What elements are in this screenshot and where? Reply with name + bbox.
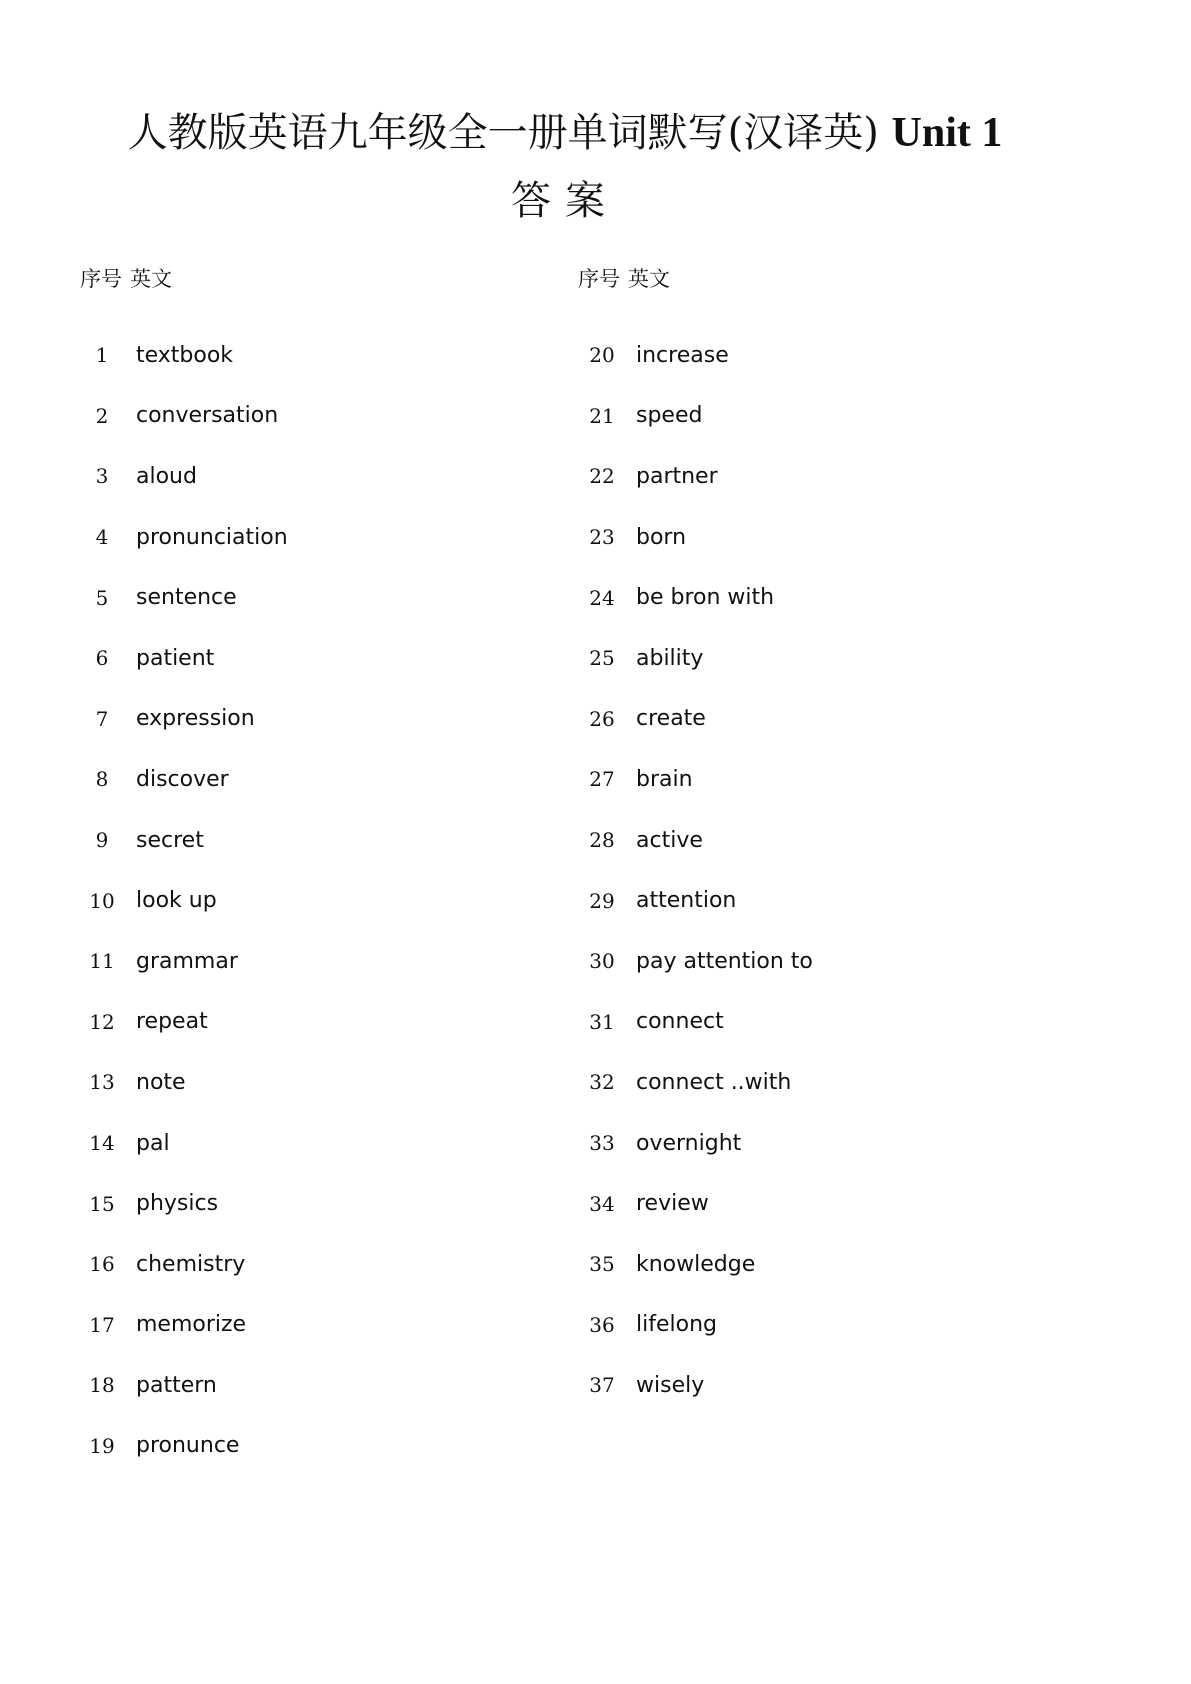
- word-row: [80, 810, 288, 871]
- english-word: pronunce: [136, 1433, 240, 1459]
- item-number: 20: [589, 343, 615, 368]
- item-number: 24: [589, 585, 615, 610]
- english-word: aloud: [136, 463, 197, 489]
- english-word: increase: [636, 342, 729, 368]
- word-row: [580, 1052, 813, 1113]
- word-row: [580, 810, 813, 871]
- item-number: 28: [589, 828, 615, 853]
- english-word: pal: [136, 1130, 170, 1156]
- english-word: attention: [636, 888, 737, 914]
- english-word: discover: [136, 766, 229, 792]
- english-word: sentence: [136, 585, 237, 611]
- english-word: knowledge: [636, 1251, 756, 1277]
- word-row: [80, 386, 288, 447]
- word-row: [580, 689, 813, 750]
- word-row: [580, 446, 813, 507]
- item-number: 9: [95, 828, 109, 853]
- item-number: 36: [589, 1312, 615, 1337]
- word-row: [80, 1355, 288, 1416]
- item-number: 26: [589, 706, 615, 731]
- header-number: 序号: [80, 267, 122, 291]
- left-word-list: [80, 325, 288, 1476]
- header-english: 英文: [628, 267, 670, 291]
- word-row: [580, 507, 813, 568]
- word-row: [80, 1113, 288, 1174]
- item-number: 25: [589, 646, 615, 671]
- english-word: repeat: [136, 1009, 208, 1035]
- english-word: ability: [636, 645, 704, 671]
- item-number: 16: [89, 1252, 115, 1277]
- item-number: 14: [89, 1131, 115, 1156]
- item-number: 8: [95, 767, 109, 792]
- english-word: connect: [636, 1009, 724, 1035]
- english-word: patient: [136, 645, 215, 671]
- word-row: [80, 507, 288, 568]
- item-number: 18: [89, 1373, 115, 1398]
- english-word: partner: [636, 463, 718, 489]
- page-subtitle: 答案: [511, 178, 619, 224]
- item-number: 35: [589, 1252, 615, 1277]
- word-row: [580, 931, 813, 992]
- word-row: [580, 386, 813, 447]
- item-number: 15: [89, 1191, 115, 1216]
- word-row: [80, 628, 288, 689]
- item-number: 10: [89, 888, 115, 913]
- word-row: [580, 567, 813, 628]
- right-word-list: [580, 325, 813, 1416]
- item-number: 2: [95, 403, 109, 428]
- item-number: 30: [589, 949, 615, 974]
- word-row: [80, 931, 288, 992]
- item-number: 27: [589, 767, 615, 792]
- english-word: expression: [136, 706, 255, 732]
- english-word: create: [636, 706, 706, 732]
- english-word: pronunciation: [136, 524, 288, 550]
- word-row: [580, 325, 813, 386]
- item-number: 33: [589, 1131, 615, 1156]
- item-number: 19: [89, 1433, 115, 1458]
- english-word: review: [636, 1191, 709, 1217]
- english-word: note: [136, 1069, 186, 1095]
- english-word: overnight: [636, 1130, 742, 1156]
- word-row: [580, 1173, 813, 1234]
- word-row: [80, 1416, 288, 1477]
- word-row: [80, 1295, 288, 1356]
- word-row: [580, 992, 813, 1053]
- word-row: [80, 749, 288, 810]
- english-word: conversation: [136, 403, 279, 429]
- item-number: 21: [589, 403, 615, 428]
- word-row: [580, 1355, 813, 1416]
- title-unit: Unit 1: [891, 110, 1003, 156]
- english-word: connect ..with: [636, 1069, 792, 1095]
- item-number: 34: [589, 1191, 615, 1216]
- english-word: wisely: [636, 1372, 705, 1398]
- english-word: lifelong: [636, 1312, 717, 1338]
- word-row: [80, 567, 288, 628]
- title-main: 人教版英语九年级全一册单词默写(汉译英): [127, 110, 879, 156]
- header-english: 英文: [130, 267, 172, 291]
- word-row: [580, 870, 813, 931]
- word-row: [580, 1113, 813, 1174]
- english-word: brain: [636, 766, 693, 792]
- word-row: [580, 1234, 813, 1295]
- english-word: speed: [636, 403, 703, 429]
- word-row: [580, 628, 813, 689]
- item-number: 13: [89, 1070, 115, 1095]
- english-word: be bron with: [636, 585, 775, 611]
- item-number: 1: [95, 343, 109, 368]
- item-number: 12: [89, 1009, 115, 1034]
- word-row: [80, 325, 288, 386]
- item-number: 29: [589, 888, 615, 913]
- english-word: grammar: [136, 948, 238, 974]
- right-column-header: [578, 265, 670, 293]
- item-number: 22: [589, 464, 615, 489]
- item-number: 11: [89, 949, 115, 974]
- item-number: 31: [589, 1009, 615, 1034]
- item-number: 4: [95, 525, 109, 550]
- item-number: 5: [95, 585, 109, 610]
- header-number: 序号: [578, 267, 620, 291]
- english-word: active: [636, 827, 703, 853]
- word-row: [80, 1234, 288, 1295]
- english-word: secret: [136, 827, 204, 853]
- item-number: 37: [589, 1373, 615, 1398]
- english-word: textbook: [136, 342, 234, 368]
- item-number: 17: [89, 1312, 115, 1337]
- item-number: 3: [95, 464, 109, 489]
- english-word: physics: [136, 1191, 219, 1217]
- word-row: [580, 749, 813, 810]
- word-row: [80, 1173, 288, 1234]
- word-row: [80, 446, 288, 507]
- english-word: pay attention to: [636, 948, 813, 974]
- word-row: [80, 992, 288, 1053]
- item-number: 6: [95, 646, 109, 671]
- item-number: 7: [95, 706, 109, 731]
- word-row: [80, 689, 288, 750]
- page-title: [0, 108, 1130, 158]
- word-row: [80, 870, 288, 931]
- english-word: chemistry: [136, 1251, 246, 1277]
- english-word: look up: [136, 888, 217, 914]
- item-number: 32: [589, 1070, 615, 1095]
- left-column-header: [80, 265, 172, 293]
- english-word: pattern: [136, 1372, 217, 1398]
- word-row: [80, 1052, 288, 1113]
- word-row: [580, 1295, 813, 1356]
- english-word: memorize: [136, 1312, 247, 1338]
- english-word: born: [636, 524, 687, 550]
- item-number: 23: [589, 525, 615, 550]
